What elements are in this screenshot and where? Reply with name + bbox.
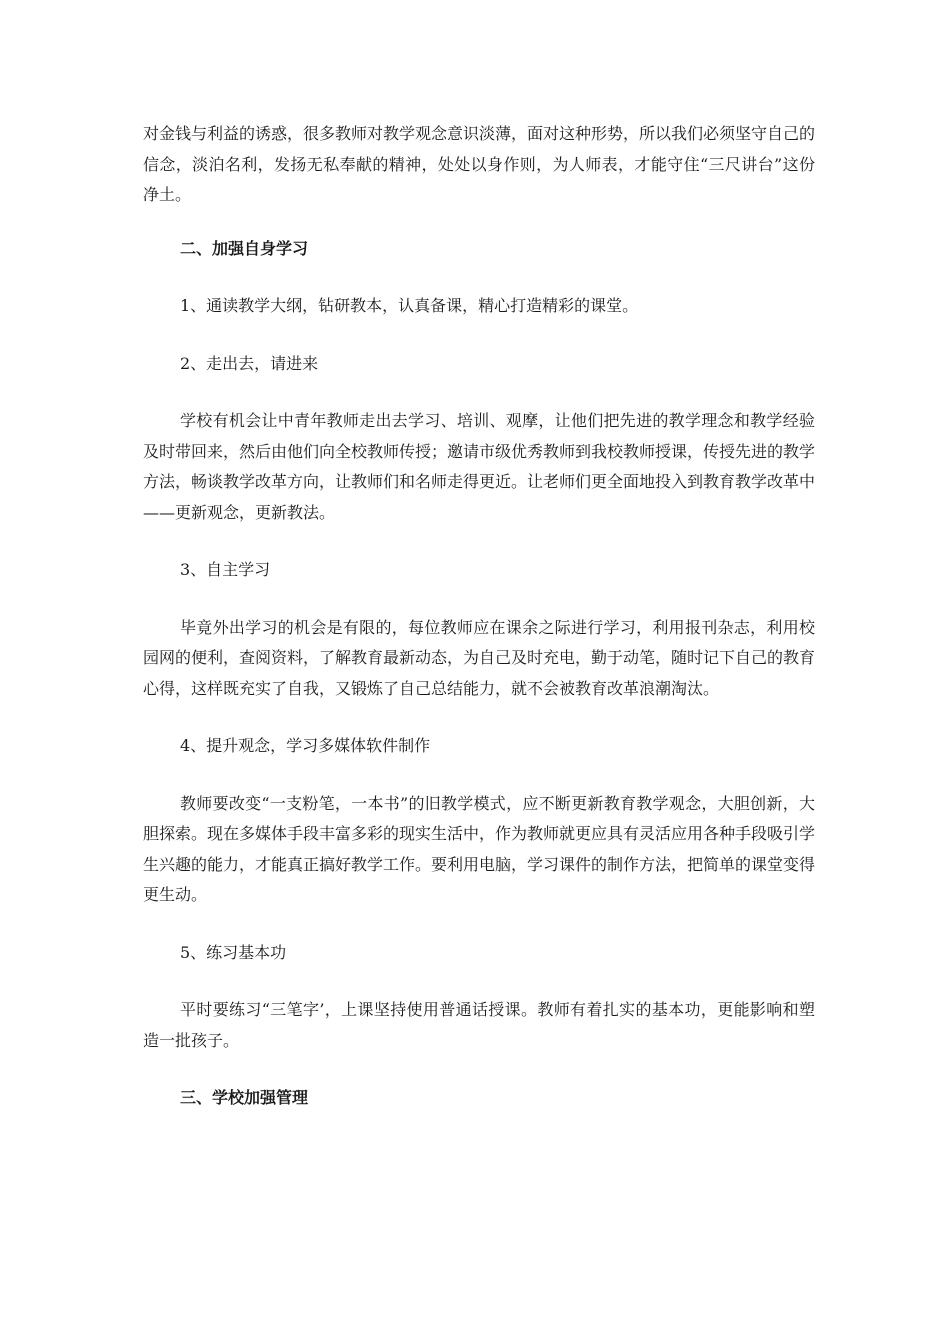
item-read-syllabus: 1、通读教学大纲，钻研教本，认真备课，精心打造精彩的课堂。 [180, 296, 639, 315]
paragraph-multimedia-detail: 教师要改变“一支粉笔，一本书”的旧教学模式，应不断更新教育教学观念，大胆创新，大胆探索。现在多媒体手段丰富多彩的现实生活中，作为教师就更应具有灵活应用各种手段吸引学生兴趣的能力，才能真正搞好教学工作。要利用电脑，学习课件的制作方法，把简单的课堂变得更生动。 [143, 793, 816, 904]
item-go-out-invite-in: 2、走出去，请进来 [180, 353, 319, 373]
item-multimedia: 4、提升观念，学习多媒体软件制作 [180, 736, 431, 755]
paragraph-basic-skills-detail: 平时要练习“三笔字’，上课坚持使用普通话授课。教师有着扎实的基本功，更能影响和塑造一批孩子。 [143, 1000, 815, 1050]
section-heading-school-management: 三、学校加强管理 [180, 1088, 309, 1107]
document-body [143, 119, 815, 1114]
paragraph-self-study-detail: 毕竟外出学习的机会是有限的，每位教师应在课余之际进行学习，利用报刊杂志，利用校园网的便利，查阅资料，了解教育最新动态，为自己及时充电，勤于动笔，随时记下自己的教育心得，这样既充实了自我，又锻炼了自己总结能力，就不会被教育改革浪潮淘汰。 [143, 617, 816, 698]
item-self-study: 3、自主学习 [180, 560, 271, 579]
section-heading-self-study: 二、加强自身学习 [180, 238, 309, 258]
item-basic-skills: 5、练习基本功 [180, 942, 287, 962]
paragraph-teacher-integrity: 对金钱与利益的诱惑，很多教师对教学观念意识淡薄，面对这种形势，所以我们必须坚守自己的信念，淡泊名利，发扬无私奉献的精神，处处以身作则，为人师表，才能守住“三尺讲台”这份净土。 [143, 124, 816, 204]
paragraph-training-exchange: 学校有机会让中青年教师走出去学习、培训、观摩，让他们把先进的教学理念和教学经验及时带回来，然后由他们向全校教师传授；邀请市级优秀教师到我校教师授课，传授先进的教学方法，畅谈教学改革方向，让教师们和名师走得更近。让老师们更全面地投入到教育教学改革中——更新观念，更新教法。 [143, 411, 816, 522]
